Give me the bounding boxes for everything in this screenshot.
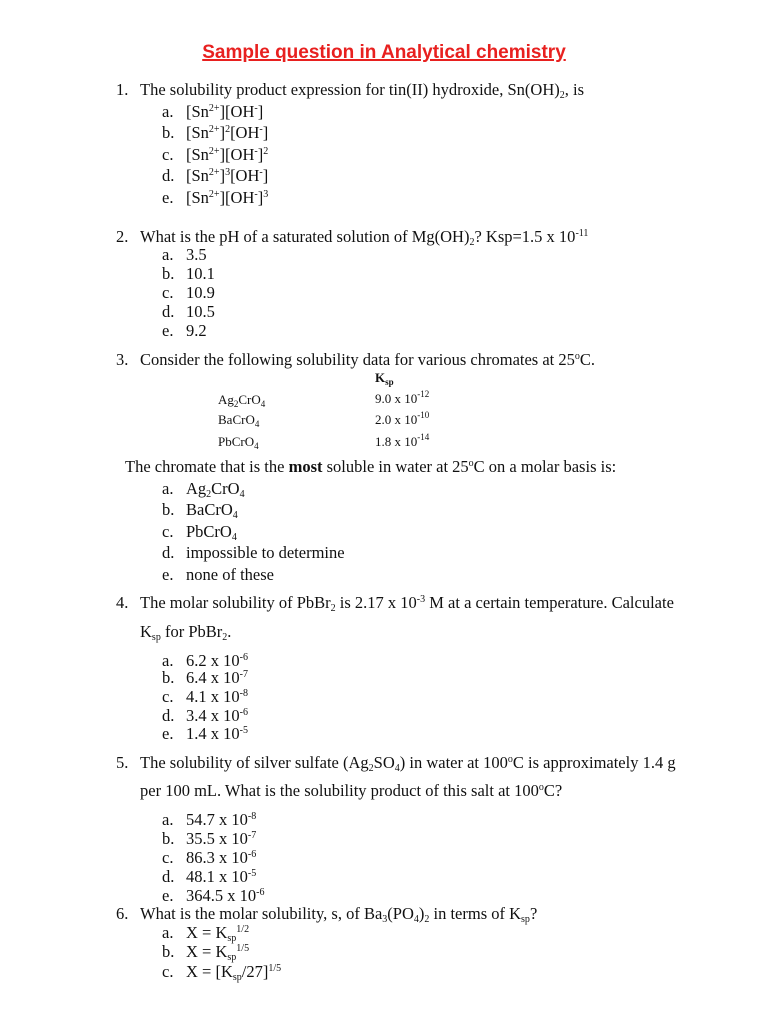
q2-option-e: 9.2 (186, 321, 207, 340)
q6-option-letter: b. (162, 942, 175, 961)
q2-option-b: 10.1 (186, 264, 215, 283)
q5-option-b: 35.5 x $10^{-7}$ (186, 829, 257, 848)
q2-option-a: 3.5 (186, 245, 207, 264)
table-ksp-value: 2.0 x $10^{-10}$ (375, 410, 430, 427)
q4-option-letter: d. (162, 706, 175, 725)
q6-option-letter: a. (162, 923, 174, 942)
q4-option-a: 6.2 x $10^{-6}$ (186, 651, 248, 670)
q4-option-letter: a. (162, 651, 174, 670)
table-compound: PbCrO$_4$ (218, 434, 259, 451)
table-ksp-value: 1.8 x $10^{-14}$ (375, 432, 430, 449)
q6-option-letter: c. (162, 962, 174, 981)
q6-option-a: $X = K_{sp}^{1/2}$ (186, 923, 250, 944)
question-3-text: Consider the following solubility data for various chromates at 25$^o$C. (140, 350, 596, 369)
q1-option-a: $[Sn^{2+}][OH^-]$ (186, 102, 264, 121)
question-3-number: 3. (116, 350, 129, 369)
q3-option-a: $Ag_2CrO_4$ (186, 479, 245, 500)
q5-option-letter: b. (162, 829, 175, 848)
question-4-text-line2: $K_{sp}$ for PbBr$_2$. (140, 622, 232, 643)
table-compound: $Ag_2CrO_4$ (218, 392, 266, 409)
q1-option-letter: c. (162, 145, 174, 164)
question-5-number: 5. (116, 753, 129, 772)
question-1-text: The solubility product expression for tin(II) hydroxide, $Sn(OH)_2$, is (140, 80, 585, 101)
table-header-ksp: $K_{sp}$ (375, 370, 394, 387)
q5-option-letter: d. (162, 867, 175, 886)
table-ksp-value: 9.0 x $10^{-12}$ (375, 389, 430, 406)
q4-option-b: 6.4 x $10^{-7}$ (186, 668, 248, 687)
q1-option-letter: b. (162, 123, 175, 142)
q2-option-d: 10.5 (186, 302, 215, 321)
q5-option-a: 54.7 x $10^{-8}$ (186, 810, 257, 829)
question-3-followup: The chromate that is the most soluble in water at 25$^o$C on a molar basis is: (125, 457, 617, 476)
question-1-number: 1. (116, 80, 129, 99)
q5-option-c: 86.3 x $10^{-6}$ (186, 848, 257, 867)
q1-option-letter: d. (162, 166, 175, 185)
q5-option-letter: c. (162, 848, 174, 867)
q3-option-e: none of these (186, 565, 274, 584)
q3-option-d: impossible to determine (186, 543, 345, 562)
q1-option-b: $[Sn^{2+}]^2[OH^-]$ (186, 123, 269, 142)
q1-option-letter: e. (162, 188, 174, 207)
q1-option-letter: a. (162, 102, 174, 121)
q6-option-b: $X = K_{sp}^{1/5}$ (186, 942, 250, 963)
q5-option-letter: e. (162, 886, 174, 905)
q4-option-letter: e. (162, 724, 174, 743)
q1-option-c: $[Sn^{2+}][OH^-]^2$ (186, 145, 269, 164)
q2-option-letter: a. (162, 245, 174, 264)
question-4-number: 4. (116, 593, 129, 612)
q4-option-c: 4.1 x $10^{-8}$ (186, 687, 248, 706)
q4-option-e: 1.4 x $10^{-5}$ (186, 724, 248, 743)
q2-option-letter: e. (162, 321, 174, 340)
question-5-text-line1: The solubility of silver sulfate $(Ag_2SO_4)$ in water at 100$^o$C is approximately 1.4 g (140, 753, 676, 774)
q5-option-letter: a. (162, 810, 174, 829)
q4-option-d: 3.4 x $10^{-6}$ (186, 706, 248, 725)
question-4-text-line1: The molar solubility of PbBr$_2$ is 2.17 x $10^{-3}$ M at a certain temperature. Calculate (140, 593, 674, 614)
table-compound: BaCrO$_4$ (218, 412, 260, 429)
question-5-text-line2: per 100 mL. What is the solubility product of this salt at 100$^o$C? (140, 781, 563, 800)
q5-option-e: 364.5 x $10^{-6}$ (186, 886, 265, 905)
q3-option-letter: d. (162, 543, 175, 562)
q2-option-letter: d. (162, 302, 175, 321)
q4-option-letter: b. (162, 668, 175, 687)
q6-option-c: $X = [K_{sp}/27]^{1/5}$ (186, 962, 282, 983)
q3-option-letter: c. (162, 522, 174, 541)
q3-option-letter: b. (162, 500, 175, 519)
q5-option-d: 48.1 x $10^{-5}$ (186, 867, 257, 886)
q1-option-d: $[Sn^{2+}]^3[OH^-]$ (186, 166, 269, 185)
page-title: Sample question in Analytical chemistry (202, 42, 566, 63)
q3-option-letter: a. (162, 479, 174, 498)
q3-option-letter: e. (162, 565, 174, 584)
q1-option-e: $[Sn^{2+}][OH^-]^3$ (186, 188, 269, 207)
question-2-number: 2. (116, 227, 129, 246)
question-6-text: What is the molar solubility, s, of $Ba_3(PO_4)_2$ in terms of $K_{sp}$? (140, 904, 538, 925)
q4-option-letter: c. (162, 687, 174, 706)
q3-option-b: BaCrO$_4$ (186, 500, 238, 521)
q2-option-letter: b. (162, 264, 175, 283)
question-2-text: What is the pH of a saturated solution of $Mg(OH)_2$? Ksp=1.5 x $10^{-11}$ (140, 227, 589, 248)
q2-option-c: 10.9 (186, 283, 215, 302)
q3-option-c: PbCrO$_4$ (186, 522, 237, 543)
q2-option-letter: c. (162, 283, 174, 302)
question-6-number: 6. (116, 904, 129, 923)
